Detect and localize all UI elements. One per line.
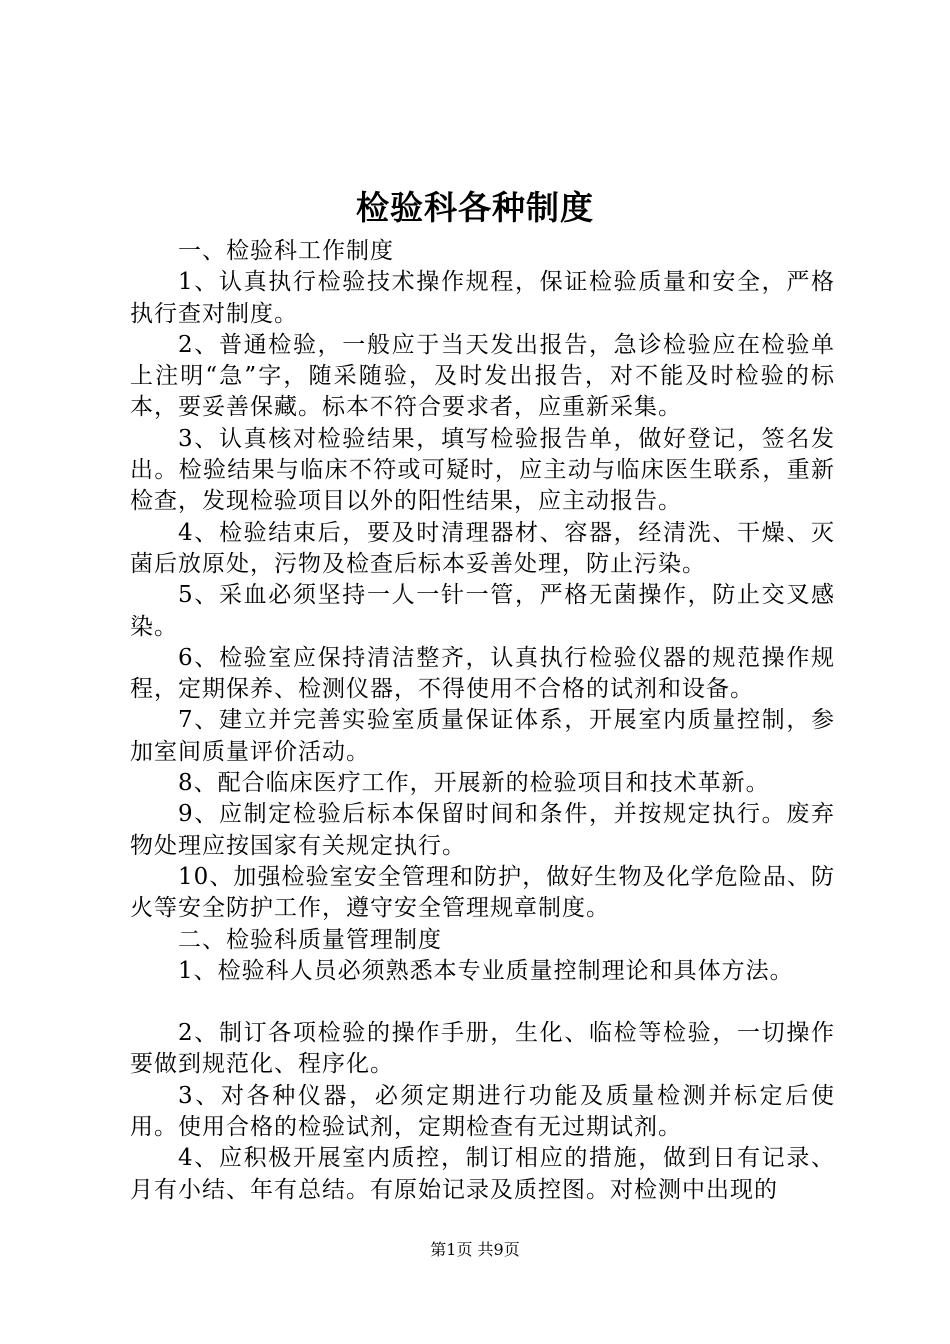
page-title: 检验科各种制度 [356, 188, 594, 227]
paragraph: 6、检验室应保持清洁整齐，认真执行检验仪器的规范操作规程，定期保养、检测仪器，不得使用不合格的试剂和设备。 [130, 644, 835, 703]
paragraph: 7、建立并完善实验室质量保证体系，开展室内质量控制，参加室间质量评价活动。 [130, 707, 835, 765]
paragraph: 5、采血必须坚持一人一针一管，严格无菌操作，防止交叉感染。 [130, 582, 835, 640]
section-heading: 二、检验科质量管理制度 [178, 926, 442, 953]
paragraph: 2、普通检验，一般应于当天发出报告，急诊检验应在检验单上注明“急”字，随采随验，及时发出报告，对不能及时检验的标本，要妥善保藏。标本不符合要求者，应重新采集。 [130, 331, 835, 421]
paragraph: 4、检验结束后，要及时清理器材、容器，经清洗、干燥、灭菌后放原处，污物及检查后标本妥善处理，防止污染。 [130, 519, 835, 577]
paragraph: 2、制订各项检验的操作手册，生化、临检等检验，一切操作要做到规范化、程序化。 [130, 1020, 835, 1078]
paragraph: 3、对各种仪器，必须定期进行功能及质量检测并标定后使用。使用合格的检验试剂，定期检查有无过期试剂。 [130, 1082, 835, 1141]
section-heading: 一、检验科工作制度 [178, 238, 394, 264]
page-footer: 第1页 共9页 [430, 1240, 520, 1259]
paragraph: 4、应积极开展室内质控，制订相应的措施，做到日有记录、月有小结、年有总结。有原始记录及质控图。对检测中出现的 [130, 1145, 835, 1203]
paragraph: 8、配合临床医疗工作，开展新的检验项目和技术革新。 [178, 770, 770, 797]
paragraph: 9、应制定检验后标本保留时间和条件，并按规定执行。废弃物处理应按国家有关规定执行。 [130, 801, 835, 859]
paragraph: 10、加强检验室安全管理和防护，做好生物及化学危险品、防火等安全防护工作，遵守安全管理规章制度。 [130, 863, 835, 922]
paragraph: 3、认真核对检验结果，填写检验报告单，做好登记，签名发出。检验结果与临床不符或可疑时，应主动与临床医生联系，重新检查，发现检验项目以外的阳性结果，应主动报告。 [130, 425, 835, 515]
paragraph: 1、检验科人员必须熟悉本专业质量控制理论和具体方法。 [178, 957, 794, 984]
paragraph: 1、认真执行检验技术操作规程，保证检验质量和安全，严格执行查对制度。 [130, 269, 835, 327]
document-body [130, 236, 835, 1206]
